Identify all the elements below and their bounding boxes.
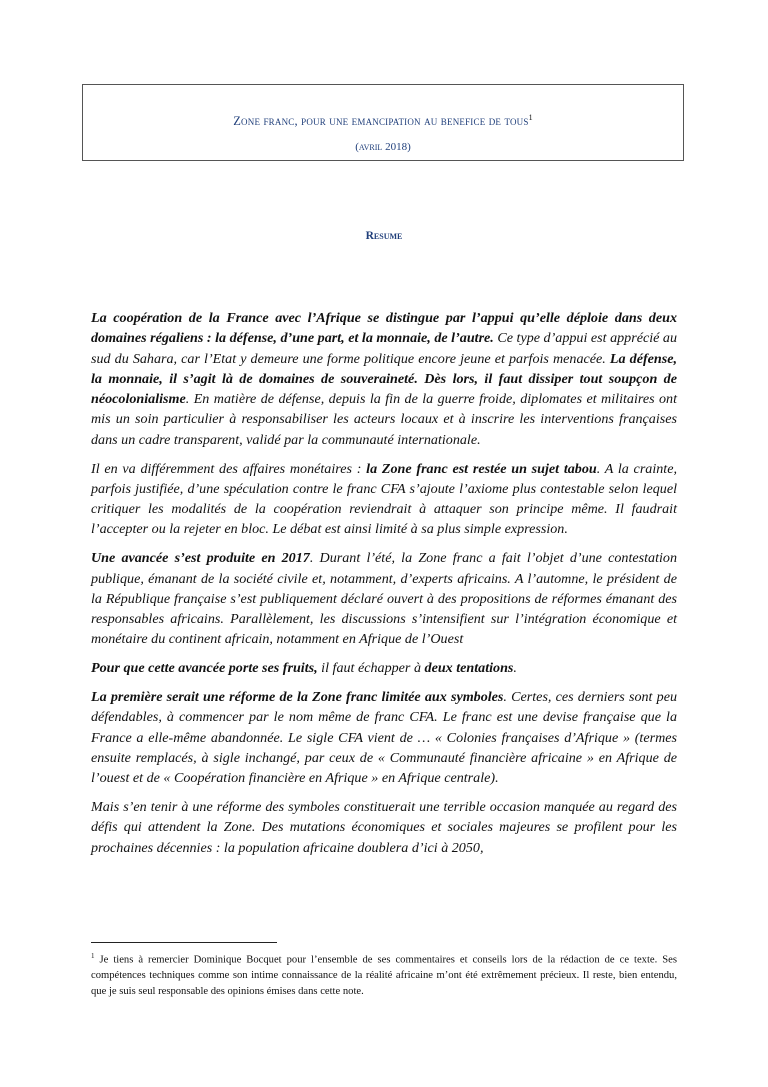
- paragraph-1: La coopération de la France avec l’Afrique se distingue par l’appui qu’elle déploie dans deux domaines régaliens : la défense, d’une part, et la monnaie, de l’autre. Ce type d’appui est apprécié au sud du Sahara, car l’Etat y demeure une forme politique encore jeune et parfois menacée. La défense, la monnaie, il s’agit là de domaines de souveraineté. Dès lors, il faut dissiper tout soupçon de néocolonialisme. En matière de défense, depuis la fin de la guerre froide, diplomates et militaires ont mis un soin particulier à responsabiliser les acteurs locaux et à inscrire les interventions françaises dans un cadre transparent, validé par la communauté internationale.: [91, 310, 678, 448]
- paragraph-5: La première serait une réforme de la Zone franc limitée aux symboles. Certes, ces derniers sont peu défendables, à commencer par le nom même de franc CFA. Le franc est une devise française que la France a elle-même abandonnée. Le sigle CFA vient de … « Colonies françaises d’Afrique » (termes ensuite remplacés, à sigle inchangé, par ceux de « Communauté financière africaine » en Afrique de l’ouest et de « Coopération financière en Afrique » en Afrique centrale).: [91, 689, 677, 787]
- summary-body: [91, 308, 677, 866]
- footnote-reference: 1: [528, 113, 533, 122]
- title-box: [82, 84, 684, 161]
- paragraph-2: Il en va différemment des affaires monétaires : la Zone franc est restée un sujet tabou. A la crainte, parfois justifiée, d’une spéculation contre le franc CFA s’ajoute l’axiome plus contestable selon lequel critiquer les modalités de la coopération reviendrait à attaquer son principe même. Il faudrait l’accepter ou la rejeter en bloc. Le débat est ainsi limité à sa plus simple expression.: [91, 460, 678, 538]
- paragraph-4: Pour que cette avancée porte ses fruits, il faut échapper à deux tentations.: [91, 660, 517, 677]
- footnote-text: Je tiens à remercier Dominique Bocquet pour l’ensemble de ses commentaires et conseils lors de la rédaction de ce texte. Ses compétences techniques comme son intime connaissance de la réalité africaine m’ont été extrêmement précieux. Il reste, bien entendu, que je suis seul responsable des opinions émises dans cette note.: [91, 954, 677, 997]
- footnote-divider: [91, 942, 277, 943]
- section-title-resume: Resume: [365, 230, 403, 242]
- footnote: [91, 949, 677, 999]
- document-title: Zone franc, pour une emancipation au benefice de tous$^1$: [233, 113, 533, 129]
- document-date: (avril 2018): [355, 141, 411, 153]
- footnote-number: 1: [91, 952, 95, 960]
- paragraph-3: Une avancée s’est produite en 2017. Durant l’été, la Zone franc a fait l’objet d’une contestation publique, émanant de la société civile et, notamment, d’experts africains. A l’automne, le président de la République française s’est publiquement déclaré ouvert à des propositions de réformes émanant des responsables africains. Parallèlement, les discussions s’intensifient sur l’intégration économique et monétaire du continent africain, notamment en Afrique de l’Ouest: [91, 550, 677, 648]
- paragraph-6: Mais s’en tenir à une réforme des symboles constituerait une terrible occasion manquée au regard des défis qui attendent la Zone. Des mutations économiques et sociales majeures se profilent pour les prochaines décennies : la population africaine doublera d’ici à 2050,: [91, 799, 677, 856]
